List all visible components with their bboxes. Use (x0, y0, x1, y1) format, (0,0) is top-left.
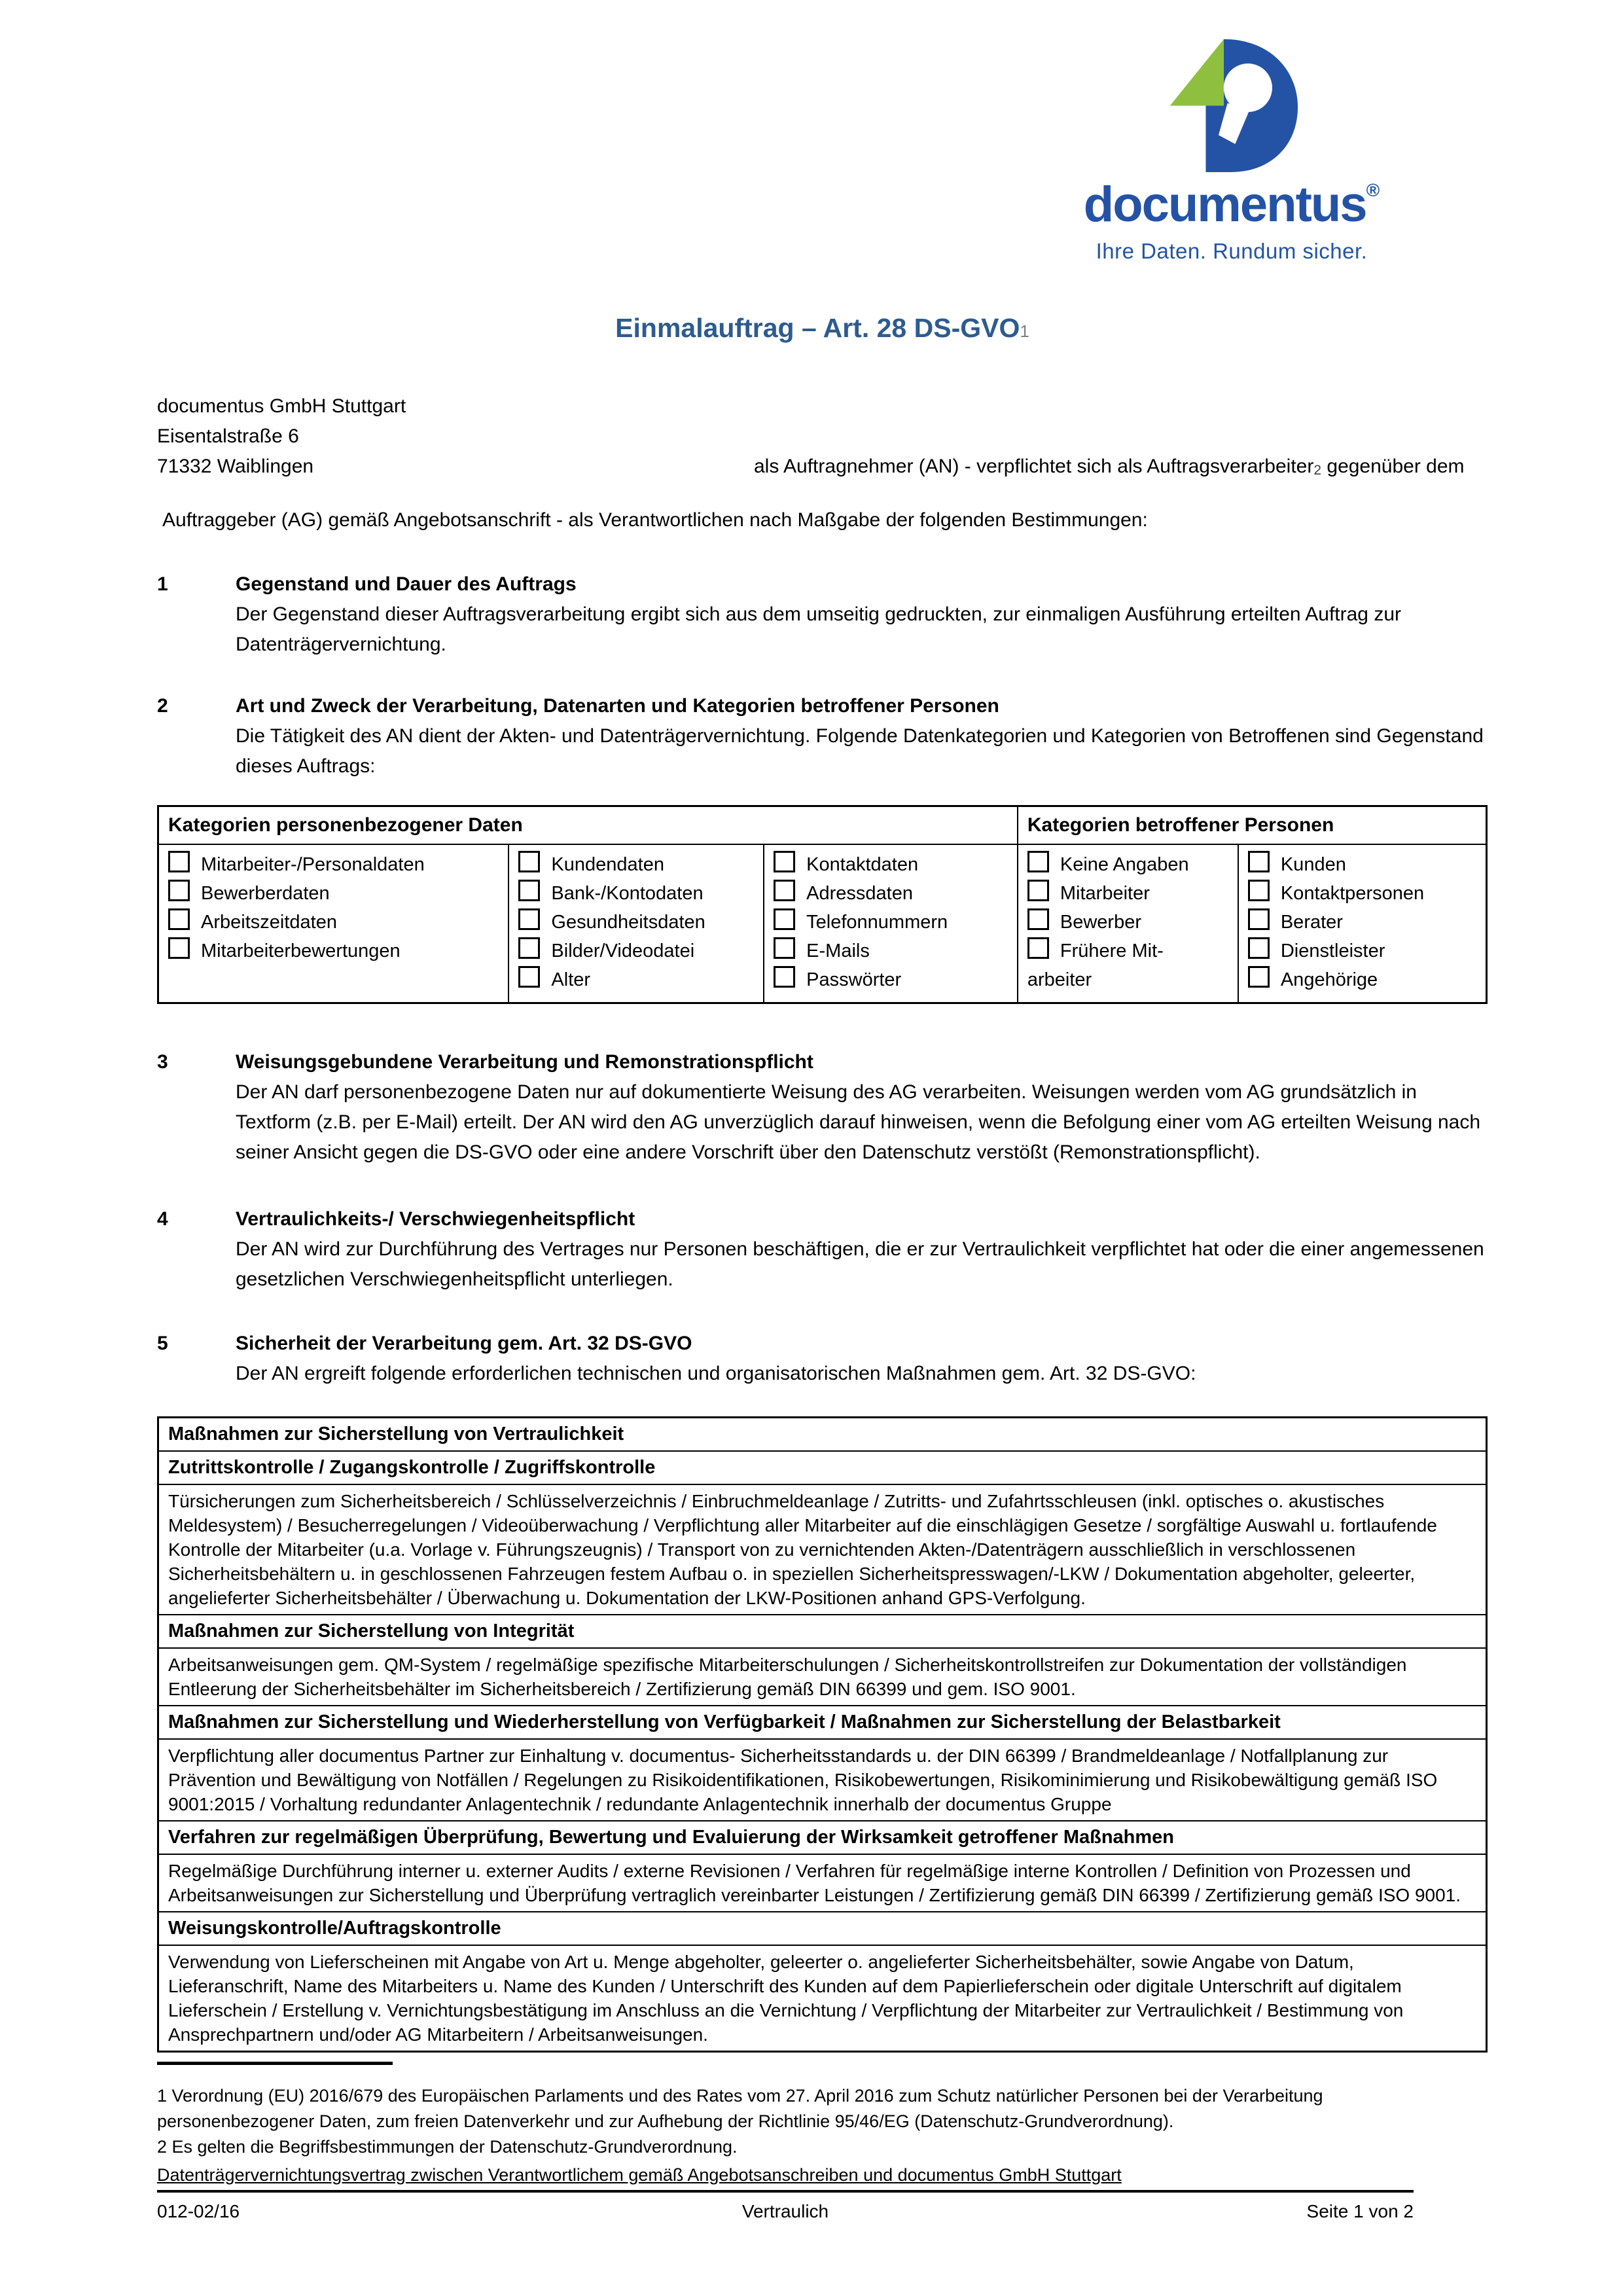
section-4-body: Der AN wird zur Durchführung des Vertrages nur Personen beschäftigen, die er zur Vertraulichkeit verpflichtet hat oder die einer angemessenen gesetzlichen Verschwiegenheitspflicht unterliegen. (236, 1238, 1484, 1290)
registered-trademark-icon: ® (1366, 180, 1380, 200)
contract-reference-line: Datenträgervernichtungsvertrag zwischen Verantwortlichem gemäß Angebotsanschreiben und documentus GmbH Stuttgart (157, 2162, 1414, 2193)
checkbox-label: Bank-/Kontodaten (551, 883, 704, 904)
checkbox-dienstleister[interactable] (1248, 937, 1270, 959)
an-clause: als Auftragnehmer (AN) - verpflichtet sich als Auftragsverarbeiter2 gegenüber dem (754, 456, 1465, 478)
checkbox-telefonnummern[interactable] (774, 908, 795, 930)
checkbox-passwoerter[interactable] (774, 966, 795, 988)
checkbox-item (774, 908, 1012, 937)
checkbox-item (518, 879, 758, 908)
checkbox-kundendaten[interactable] (518, 851, 540, 872)
categories-table-header-personal-data: Kategorien personenbezogener Daten (158, 806, 1018, 845)
checkbox-label: Mitarbeiter-/Personaldaten (201, 854, 425, 875)
checkbox-label: Bewerberdaten (201, 883, 330, 904)
checkbox-item (518, 965, 758, 994)
section-5-body: Der AN ergreift folgende erforderlichen technischen und organisatorischen Maßnahmen gem. Art. 32 DS-GVO: (236, 1363, 1196, 1384)
section-5 (157, 1329, 1488, 1389)
checkbox-item (518, 850, 758, 879)
checkbox-item (1248, 908, 1480, 937)
footnote-ref-2: 2 (1313, 463, 1322, 478)
section-3-body: Der AN darf personenbezogene Daten nur auf dokumentierte Weisung des AG verarbeiten. Weisungen werden vom AG grundsätzlich in Textform (z.B. per E-Mail) erteilt. Der AN wird den AG unverzüglich darauf hinweisen, wenn die Befolgung einer vom AG erteilten Weisung nach seiner Ansicht gegen die DS-GVO oder eine andere Vorschrift über den Datenschutz verstößt (Remonstrationspflicht). (236, 1081, 1481, 1163)
checkbox-mitarbeiter[interactable] (1027, 880, 1049, 901)
footnote-1: 1 Verordnung (EU) 2016/679 des Europäischen Parlaments und des Rates vom 27. April 2016 zum Schutz natürlicher Personen bei der Verarbeitung personenbezogener Daten, zum freien Datenverkehr und zur Aufhebung der Richtlinie 95/46/EG (Datenschutz-Grundverordnung). (157, 2086, 1323, 2131)
measures-row-header: Maßnahmen zur Sicherstellung und Wiederherstellung von Verfügbarkeit / Maßnahmen zur Sicherstellung der Belastbarkeit (158, 1706, 1487, 1739)
checkbox-label: Gesundheitsdaten (551, 912, 705, 933)
company-logo (1081, 34, 1382, 264)
checkbox-item (774, 937, 1012, 965)
measures-row-header: Zutrittskontrolle / Zugangskontrolle / Zugriffskontrolle (158, 1451, 1487, 1484)
checkbox-bewerber[interactable] (1027, 908, 1049, 930)
checkbox-label: E-Mails (806, 941, 870, 961)
section-1-heading: Gegenstand und Dauer des Auftrags (236, 573, 577, 595)
section-2-heading: Art und Zweck der Verarbeitung, Datenarten und Kategorien betroffener Personen (236, 695, 999, 717)
checkbox-label: Alter (551, 969, 591, 990)
checkbox-berater[interactable] (1248, 908, 1270, 930)
document-body (157, 391, 1488, 2053)
checkbox-item (1248, 850, 1480, 879)
section-2-body: Die Tätigkeit des AN dient der Akten- und Datenträgervernichtung. Folgende Datenkategorien und Kategorien von Betroffenen sind Gegenstand dieses Auftrags: (236, 725, 1484, 777)
section-1-body: Der Gegenstand dieser Auftragsverarbeitung ergibt sich aus dem umseitig gedruckten, zur einmaligen Ausführung erteilten Auftrag zur Datenträgervernichtung. (236, 603, 1402, 655)
checkbox-bank-kontodaten[interactable] (518, 880, 540, 901)
checkbox-item (774, 879, 1012, 908)
checkbox-keine-angaben[interactable] (1027, 851, 1049, 872)
checkbox-mitarbeiter-personaldaten[interactable] (168, 851, 190, 872)
section-3 (157, 1047, 1488, 1168)
checkbox-label: Kunden (1280, 854, 1346, 875)
section-4 (157, 1204, 1488, 1295)
checkbox-kunden[interactable] (1248, 851, 1270, 872)
checkbox-item (1027, 937, 1232, 994)
confidentiality-label: Vertraulich (741, 2201, 829, 2221)
checkbox-label: Mitarbeiter (1060, 883, 1150, 904)
checkbox-item (518, 908, 758, 937)
checkbox-item (1027, 908, 1232, 937)
checkbox-label: Mitarbeiterbewertungen (201, 941, 401, 961)
measures-row-body: Verwendung von Lieferscheinen mit Angabe von Art u. Menge abgeholter, geleerter o. angelieferter Sicherheitsbehälter, sowie Angabe von Datum, Lieferanschrift, Name des Mitarbeiters u. Name des Kunden / Unterschrift des Kunden auf dem Papierlieferschein oder digitale Unterschrift auf digitalem Lieferschein / Erstellung v. Vernichtungsbestätigung im Anschluss an die Vernichtung / Verpflichtung der Mitarbeiter zur Vertraulichkeit / Bestimmung von Ansprechpartnern und/oder AG Mitarbeitern / Arbeitsanweisungen. (158, 1945, 1487, 2052)
categories-table-header-affected-persons: Kategorien betroffener Personen (1018, 806, 1487, 845)
checkbox-label: Telefonnummern (806, 912, 948, 933)
measures-row-body: Regelmäßige Durchführung interner u. externer Audits / externe Revisionen / Verfahren für regelmäßige interne Kontrollen / Definition von Prozessen und Arbeitsanweisungen zur Sicherstellung und Überprüfung vertraglich vereinbarter Leistungen / Zertifizierung gemäß DIN 66399 / Zertifizierung gemäß ISO 9001. (158, 1854, 1487, 1912)
ag-clause: Auftraggeber (AG) gemäß Angebotsanschrift - als Verantwortlichen nach Maßgabe der folgenden Bestimmungen: (162, 509, 1148, 531)
checkbox-item (168, 879, 503, 908)
checkbox-e-mails[interactable] (774, 937, 795, 959)
categories-column-4 (1018, 844, 1238, 1003)
section-2-number: 2 (157, 695, 168, 717)
checkbox-label: Keine Angaben (1060, 854, 1189, 875)
categories-column-2 (508, 844, 764, 1003)
checkbox-label: Arbeitszeitdaten (201, 912, 337, 933)
section-3-heading: Weisungsgebundene Verarbeitung und Remonstrationspflicht (236, 1051, 813, 1073)
categories-column-5 (1238, 844, 1487, 1003)
checkbox-label: Angehörige (1280, 969, 1378, 990)
section-5-heading: Sicherheit der Verarbeitung gem. Art. 32 DS-GVO (236, 1333, 692, 1354)
checkbox-gesundheitsdaten[interactable] (518, 908, 540, 930)
measures-row-body: Arbeitsanweisungen gem. QM-System / regelmäßige spezifische Mitarbeiterschulungen / Sicherheitskontrollstreifen zur Dokumentation der vollständigen Entleerung der Sicherheitsbehälter im Sicherheitsbereich / Zertifizierung gemäß DIN 66399 und gem. ISO 9001. (158, 1648, 1487, 1706)
footnote-separator (157, 2062, 393, 2065)
section-1 (157, 569, 1488, 660)
section-4-number: 4 (157, 1208, 168, 1230)
checkbox-arbeitszeitdaten[interactable] (168, 908, 190, 930)
section-2 (157, 691, 1488, 781)
categories-column-1 (158, 844, 509, 1003)
categories-column-3 (764, 844, 1018, 1003)
checkbox-bewerberdaten[interactable] (168, 880, 190, 901)
checkbox-kontaktpersonen[interactable] (1248, 880, 1270, 901)
checkbox-item (774, 850, 1012, 879)
logo-tagline: Ihre Daten. Rundum sicher. (1096, 239, 1368, 263)
checkbox-kontaktdaten[interactable] (774, 851, 795, 872)
checkbox-item (168, 850, 503, 879)
checkbox-label: Adressdaten (806, 883, 913, 904)
company-street-line: Eisentalstraße 6 (157, 425, 299, 447)
checkbox-item (1027, 850, 1232, 879)
page-footer (157, 2062, 1414, 2224)
company-city-line: 71332 Waiblingen als Auftragnehmer (AN) - verpflichtet sich als Auftragsverarbeiter2 gegenüber dem (157, 452, 1488, 482)
company-name-line: documentus GmbH Stuttgart (157, 395, 406, 417)
checkbox-bilder-videodatei[interactable] (518, 937, 540, 959)
checkbox-item (168, 937, 503, 965)
document-code: 012-02/16 (157, 2201, 240, 2221)
logo-wordmark: documentus® (1083, 177, 1380, 232)
section-5-number: 5 (157, 1333, 168, 1354)
checkbox-label: Passwörter (806, 969, 902, 990)
checkbox-label: Dienstleister (1280, 941, 1385, 961)
section-4-heading: Vertraulichkeits-/ Verschwiegenheitspflicht (236, 1208, 635, 1230)
checkbox-label: Frühere Mit- (1060, 941, 1164, 961)
checkbox-item (1027, 879, 1232, 908)
checkbox-label: Bewerber (1060, 912, 1141, 933)
measures-table (157, 1416, 1488, 2053)
section-3-number: 3 (157, 1051, 168, 1073)
checkbox-label: Bilder/Videodatei (551, 941, 695, 961)
measures-row-header: Maßnahmen zur Sicherstellung von Integrität (158, 1615, 1487, 1648)
checkbox-item (518, 937, 758, 965)
checkbox-angehoerige[interactable] (1248, 966, 1270, 988)
checkbox-mitarbeiterbewertungen[interactable] (168, 937, 190, 959)
measures-row-header: Verfahren zur regelmäßigen Überprüfung, Bewertung und Evaluierung der Wirksamkeit getroffener Maßnahmen (158, 1821, 1487, 1854)
checkbox-fruehere-mitarbeiter[interactable] (1027, 937, 1049, 959)
checkbox-alter[interactable] (518, 966, 540, 988)
measures-row-header: Weisungskontrolle/Auftragskontrolle (158, 1912, 1487, 1945)
measures-row-body: Verpflichtung aller documentus Partner zur Einhaltung v. documentus- Sicherheitsstandards u. der DIN 66399 / Brandmeldeanlage / Notfallplanung zur Prävention und Bewältigung von Notfällen / Regelungen zu Risikoidentifikationen, Risikobewertungen, Risikominimierung und Risikobewältigung gemäß ISO 9001:2015 / Vorhaltung redundanter Anlagentechnik / redundante Anlagentechnik innerhalb der documentus Gruppe (158, 1739, 1487, 1821)
categories-table (157, 805, 1488, 1004)
page-title: Einmalauftrag – Art. 28 DS-GVO1 (615, 313, 1029, 343)
checkbox-label: Kontaktpersonen (1280, 883, 1425, 904)
documentus-d-icon (1165, 34, 1299, 175)
footer-row (157, 2198, 1414, 2224)
checkbox-label: Kundendaten (551, 854, 664, 875)
checkbox-item (1248, 879, 1480, 908)
checkbox-item (168, 908, 503, 937)
checkbox-item (774, 965, 1012, 994)
measures-row-body: Türsicherungen zum Sicherheitsbereich / Schlüsselverzeichnis / Einbruchmeldeanlage / Zutritts- und Zufahrtsschleusen (inkl. optisches o. akustisches Meldesystem) / Besucherregelungen / Videoüberwachung / Verpflichtung aller Mitarbeiter auf die einschlägigen Gesetze / sorgfältige Auswahl u. fortlaufende Kontrolle der Mitarbeiter (u.a. Vorlage v. Führungszeugnis) / Transport von zu vernichtenden Akten-/Datenträgern ausschließlich in verschlossenen Sicherheitsbehältern u. in geschlossenen Fahrzeugen festem Aufbau o. in speziellen Sicherheitspresswagen/-LKW / Dokumentation abgeholter, geleerter, angelieferter Sicherheitsbehälter / Überwachung u. Dokumentation der LKW-Positionen anhand GPS-Verfolgung. (158, 1484, 1487, 1615)
section-1-number: 1 (157, 573, 168, 595)
checkbox-label: Berater (1280, 912, 1343, 933)
footnote-ref-1: 1 (1020, 321, 1029, 341)
checkbox-item (1248, 965, 1480, 994)
footnote-2: 2 Es gelten die Begriffsbestimmungen der Datenschutz-Grundverordnung. (157, 2137, 738, 2157)
measures-row-header: Maßnahmen zur Sicherstellung von Vertraulichkeit (158, 1418, 1487, 1452)
checkbox-label-wrap: arbeiter (1027, 969, 1092, 990)
page-number: Seite 1 von 2 (1306, 2201, 1414, 2221)
checkbox-label: Kontaktdaten (806, 854, 919, 875)
checkbox-item (1248, 937, 1480, 965)
checkbox-adressdaten[interactable] (774, 880, 795, 901)
